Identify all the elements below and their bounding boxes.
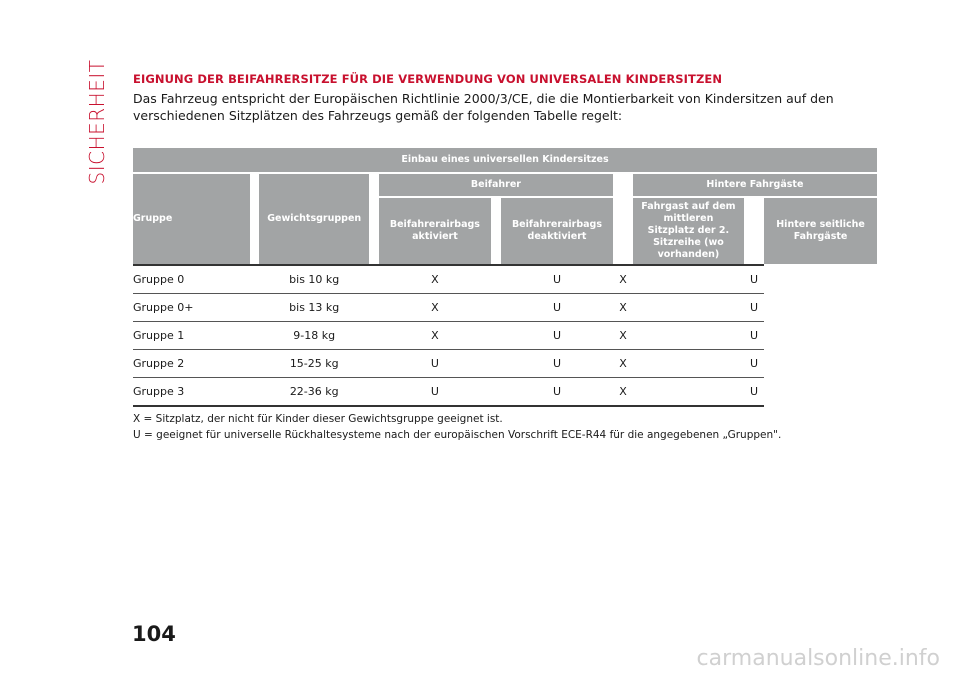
cell-aktiviert: X bbox=[379, 264, 492, 294]
cell-seitlich: U bbox=[744, 294, 764, 322]
table-row bbox=[133, 264, 877, 294]
header-mittlerer-sitzplatz: Fahrgast auf dem mittleren Sitzplatz der 2. Sitzreihe (wo vorhanden) bbox=[633, 198, 744, 264]
cell-gewicht: 22-36 kg bbox=[259, 378, 369, 407]
cell-mitte: X bbox=[613, 264, 633, 294]
cell-mitte: X bbox=[613, 350, 633, 378]
cell-seitlich: U bbox=[744, 378, 764, 407]
section-heading: EIGNUNG DER BEIFAHRERSITZE FÜR DIE VERWENDUNG VON UNIVERSALEN KINDERSITZEN bbox=[133, 72, 723, 86]
cell-gewicht: 15-25 kg bbox=[259, 350, 369, 378]
header-seitliche-fahrgaeste: Hintere seitliche Fahrgäste bbox=[764, 198, 877, 264]
cell-seitlich: U bbox=[744, 322, 764, 350]
cell-aktiviert: U bbox=[379, 350, 492, 378]
main-content bbox=[133, 72, 877, 443]
cell-seitlich: U bbox=[744, 350, 764, 378]
cell-gruppe: Gruppe 1 bbox=[133, 322, 250, 350]
header-beifahrer: Beifahrer bbox=[379, 174, 614, 198]
cell-mitte: X bbox=[613, 378, 633, 407]
child-seat-table bbox=[133, 148, 877, 407]
intro-paragraph: Das Fahrzeug entspricht der Europäischen Richtlinie 2000/3/CE, die die Montierbarkeit von Kindersitzen auf den verschiedenen Sitzplätzen des Fahrzeugs gemäß der folgenden Tabelle regelt: bbox=[133, 91, 834, 123]
table-row bbox=[133, 378, 877, 407]
watermark: carmanualsonline.info bbox=[696, 646, 940, 671]
table-row bbox=[133, 350, 877, 378]
cell-deaktiviert: U bbox=[501, 378, 614, 407]
table-notes bbox=[133, 411, 877, 443]
header-gruppe: Gruppe bbox=[133, 174, 250, 264]
note-x: X = Sitzplatz, der nicht für Kinder dieser Gewichtsgruppe geeignet ist. bbox=[133, 413, 503, 425]
table-title: Einbau eines universellen Kindersitzes bbox=[133, 148, 877, 174]
cell-deaktiviert: U bbox=[501, 294, 614, 322]
cell-deaktiviert: U bbox=[501, 322, 614, 350]
cell-gruppe: Gruppe 3 bbox=[133, 378, 250, 407]
cell-aktiviert: X bbox=[379, 322, 492, 350]
table-row bbox=[133, 322, 877, 350]
cell-seitlich: U bbox=[744, 264, 764, 294]
cell-gruppe: Gruppe 0+ bbox=[133, 294, 250, 322]
cell-mitte: X bbox=[613, 322, 633, 350]
cell-gewicht: bis 13 kg bbox=[259, 294, 369, 322]
header-hintere-fahrgaeste: Hintere Fahrgäste bbox=[633, 174, 877, 198]
header-airbags-deaktiviert: Beifahrerairbags deaktiviert bbox=[501, 198, 614, 264]
table-row bbox=[133, 294, 877, 322]
page-number: 104 bbox=[132, 622, 176, 646]
note-u: U = geeignet für universelle Rückhaltesysteme nach der europäischen Vorschrift ECE-R44 für die angegebenen „Gruppen". bbox=[133, 429, 782, 441]
cell-deaktiviert: U bbox=[501, 264, 614, 294]
cell-deaktiviert: U bbox=[501, 350, 614, 378]
cell-gruppe: Gruppe 0 bbox=[133, 264, 250, 294]
cell-gruppe: Gruppe 2 bbox=[133, 350, 250, 378]
header-airbags-aktiviert: Beifahrerairbags aktiviert bbox=[379, 198, 492, 264]
cell-mitte: X bbox=[613, 294, 633, 322]
section-tab bbox=[72, 60, 116, 190]
section-tab-label: SICHERHEIT bbox=[85, 59, 109, 185]
cell-aktiviert: U bbox=[379, 378, 492, 407]
header-gewichtsgruppen: Gewichtsgruppen bbox=[259, 174, 369, 264]
cell-gewicht: 9-18 kg bbox=[259, 322, 369, 350]
cell-gewicht: bis 10 kg bbox=[259, 264, 369, 294]
cell-aktiviert: X bbox=[379, 294, 492, 322]
